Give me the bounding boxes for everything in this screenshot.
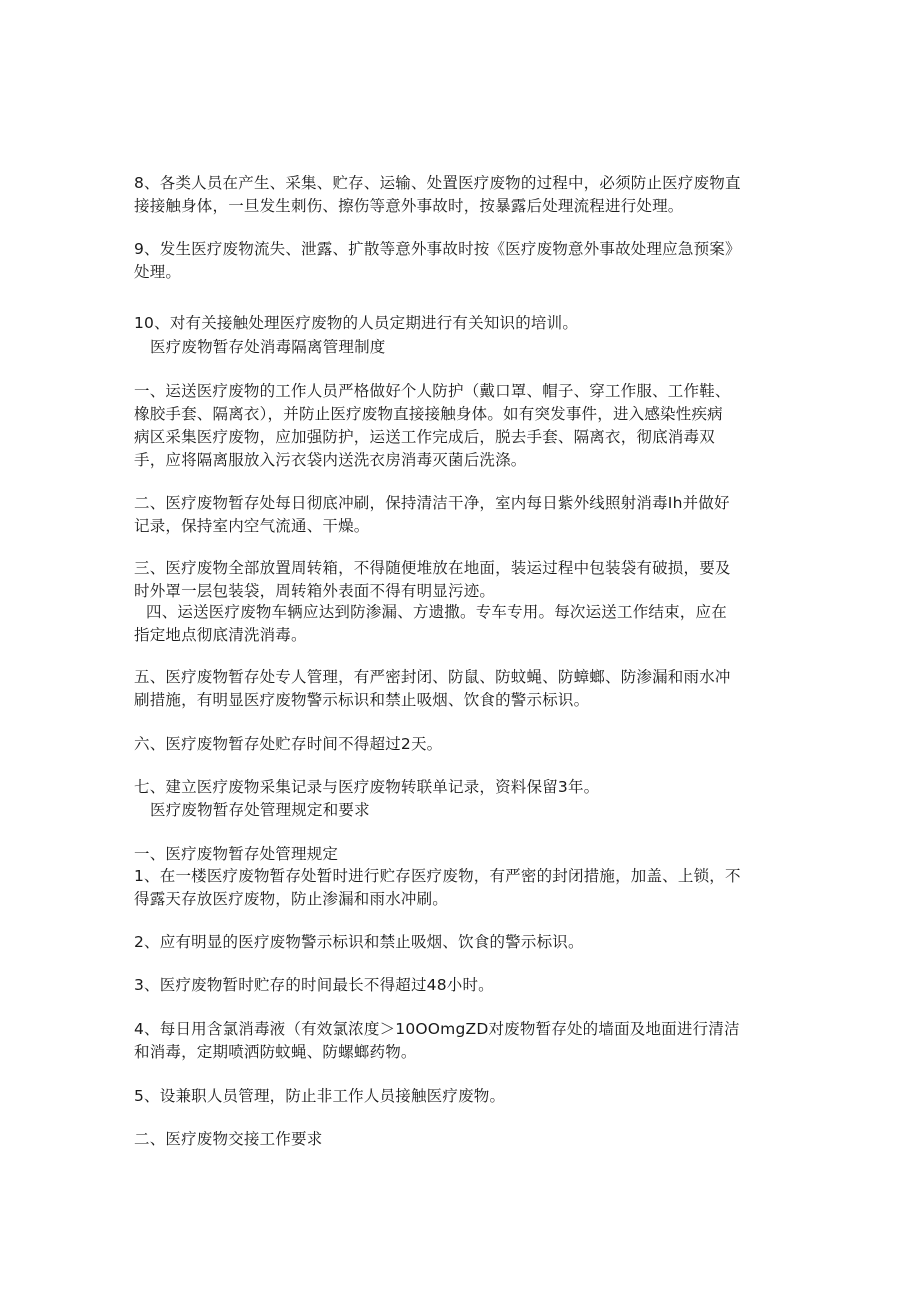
text-line: 指定地点彻底清洗消毒。: [134, 626, 307, 644]
text-line: 5、设兼职人员管理，防止非工作人员接触医疗废物。: [134, 1087, 506, 1105]
text-line: 接接触身体，一旦发生刺伤、擦伤等意外事故时，按暴露后处理流程进行处理。: [134, 197, 684, 215]
text-line: 六、医疗废物暂存处贮存时间不得超过2天。: [134, 735, 443, 753]
paragraph-item-8: [134, 172, 790, 218]
text-line: 10、对有关接触处理医疗废物的人员定期进行有关知识的培训。: [134, 314, 579, 332]
subsection-heading-1: [134, 843, 790, 866]
text-line: 二、医疗废物暂存处每日彻底冲刷，保持清洁干净，室内每日紫外线照射消毒Ih并做好: [134, 494, 730, 512]
heading-text: 一、医疗废物暂存处管理规定: [134, 845, 339, 863]
paragraph-rule-6: [134, 733, 790, 756]
paragraph-rule-5: [134, 666, 790, 712]
text-line: 手，应将隔离服放入污衣袋内送洗衣房消毒灭菌后洗涤。: [134, 451, 527, 469]
paragraph-storage-5: [134, 1085, 790, 1108]
text-line: 2、应有明显的医疗废物警示标识和禁止吸烟、饮食的警示标识。: [134, 933, 584, 951]
text-line: 三、医疗废物全部放置周转箱，不得随便堆放在地面，装运过程中包装袋有破损，要及: [134, 559, 731, 577]
section-heading-storage-rules: [150, 799, 806, 822]
paragraph-item-9: [134, 238, 790, 284]
text-line: 3、医疗废物暂时贮存的时间最长不得超过48小时。: [134, 976, 494, 994]
text-line: 五、医疗废物暂存处专人管理，有严密封闭、防鼠、防蚊蝇、防蟑螂、防渗漏和雨水冲: [134, 668, 731, 686]
subsection-heading-2: [134, 1128, 790, 1151]
paragraph-rule-1: [134, 380, 790, 472]
text-line: 记录，保持室内空气流通、干燥。: [134, 517, 370, 535]
text-line: 8、各类人员在产生、采集、贮存、运输、处置医疗废物的过程中，必须防止医疗废物直: [134, 174, 741, 192]
text-line: 时外罩一层包装袋，周转箱外表面不得有明显污迹。: [134, 582, 496, 600]
text-line: 得露天存放医疗废物，防止渗漏和雨水冲刷。: [134, 890, 449, 908]
text-line: 9、发生医疗废物流失、泄露、扩散等意外事故时按《医疗废物意外事故处理应急预案》: [134, 240, 741, 258]
text-line: 1、在一楼医疗废物暂存处暂时进行贮存医疗废物，有严密的封闭措施，加盖、上锁，不: [134, 867, 741, 885]
text-line: 橡胶手套、隔离衣），并防止医疗废物直接接触身体。如有突发事件，进入感染性疾病: [134, 405, 723, 423]
text-line: 七、建立医疗废物采集记录与医疗废物转联单记录，资料保留3年。: [134, 778, 600, 796]
heading-text: 二、医疗废物交接工作要求: [134, 1130, 323, 1148]
paragraph-storage-2: [134, 931, 790, 954]
paragraph-rule-3: [134, 557, 790, 603]
paragraph-item-10: [134, 312, 790, 335]
paragraph-rule-7: [134, 776, 790, 799]
text-line: 一、运送医疗废物的工作人员严格做好个人防护（戴口罩、帽子、穿工作服、工作鞋、: [134, 382, 731, 400]
text-line: 和消毒，定期喷洒防蚊蝇、防螺螂药物。: [134, 1043, 417, 1061]
heading-text: 医疗废物暂存处消毒隔离管理制度: [150, 338, 386, 356]
paragraph-storage-3: [134, 974, 790, 997]
text-line: 4、每日用含氯消毒液（有效氯浓度＞10OOmgZD对废物暂存处的墙面及地面进行清洁: [134, 1020, 740, 1038]
paragraph-rule-4: [134, 601, 802, 647]
paragraph-storage-4: [134, 1018, 790, 1064]
paragraph-rule-2: [134, 492, 790, 538]
text-line: 病区采集医疗废物，应加强防护，运送工作完成后，脱去手套、隔离衣，彻底消毒双: [134, 428, 715, 446]
heading-text: 医疗废物暂存处管理规定和要求: [150, 801, 370, 819]
text-line: 四、运送医疗废物车辆应达到防渗漏、方遗撒。专车专用。每次运送工作结束，应在: [146, 603, 727, 621]
text-line: 处理。: [134, 263, 182, 281]
paragraph-storage-1: [134, 865, 790, 911]
text-line: 刷措施，有明显医疗废物警示标识和禁止吸烟、饮食的警示标识。: [134, 691, 590, 709]
section-heading-disinfection: [150, 336, 806, 359]
